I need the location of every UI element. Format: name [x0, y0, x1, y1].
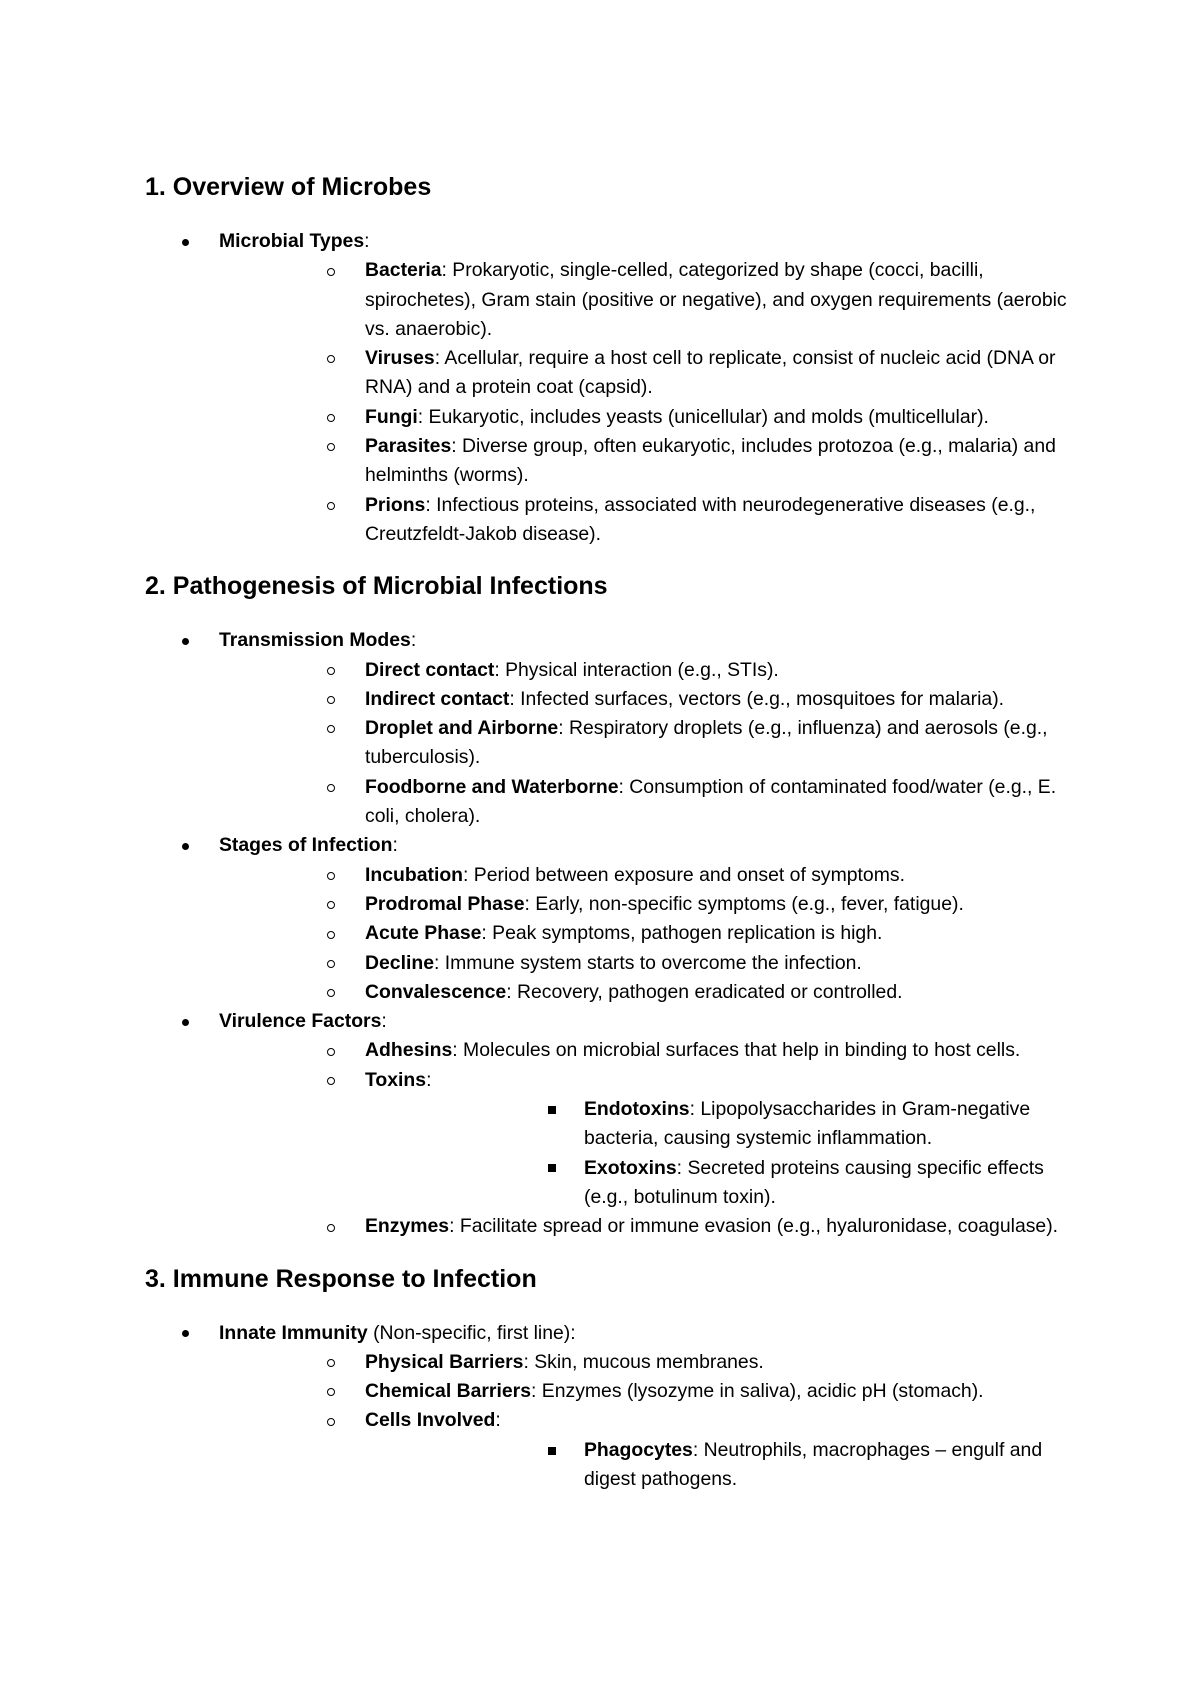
bullet-list [145, 227, 1075, 549]
section-heading: 2. Pathogenesis of Microbial Infections [145, 572, 608, 601]
item-text: : [426, 1068, 432, 1091]
item-term: Microbial Types [219, 230, 365, 252]
bullet-circle-icon [327, 978, 335, 1007]
item-text: : Respiratory droplets (e.g., influenza) and aerosols (e.g., tuberculosis). [365, 717, 1048, 769]
list-item [219, 978, 1075, 1007]
bullet-dot-icon [182, 831, 189, 860]
item-term: Parasites [365, 435, 452, 458]
bullet-circle-icon [327, 344, 335, 373]
list-item [219, 256, 1075, 344]
item-term: Direct contact [365, 658, 495, 681]
bullet-dot-icon [182, 626, 189, 655]
bullet-circle-icon [327, 1066, 335, 1095]
bullet-list [145, 626, 1075, 1241]
bullet-circle-icon [327, 714, 335, 743]
item-text: : [381, 1010, 387, 1033]
bullet-dot-icon [182, 1319, 189, 1348]
item-text: : Facilitate spread or immune evasion (e.g., hyaluronidase, coagulase). [449, 1215, 1059, 1238]
list-item [219, 949, 1075, 978]
list-item [219, 773, 1075, 832]
list-item [219, 1212, 1075, 1241]
section-overview-of-microbes [145, 172, 1075, 549]
list-item [219, 1406, 1075, 1494]
section-pathogenesis [145, 571, 1075, 1241]
list-item [219, 714, 1075, 773]
item-term: Stages of Infection [219, 834, 393, 857]
item-text: (Non-specific, first line): [367, 1321, 576, 1344]
list-item [219, 1377, 1075, 1406]
item-text: : Immune system starts to overcome the infection. [433, 951, 862, 974]
bullet-square-icon [548, 1154, 556, 1183]
bullet-circle-icon [327, 432, 335, 461]
sub-sub-list [365, 1095, 1075, 1212]
bullet-circle-icon [327, 1348, 335, 1377]
item-text: : Secreted proteins causing specific effects (e.g., botulinum toxin). [584, 1156, 1044, 1208]
list-item [145, 626, 1075, 831]
item-term: Decline [365, 951, 434, 974]
sub-list [219, 256, 1075, 549]
sub-list [219, 861, 1075, 1007]
bullet-circle-icon [327, 1036, 335, 1065]
section-immune-response [145, 1264, 1075, 1495]
item-term: Cells Involved [365, 1409, 496, 1432]
item-term: Endotoxins [584, 1098, 690, 1121]
item-text: : Eukaryotic, includes yeasts (unicellular) and molds (multicellular). [417, 405, 989, 428]
list-item [219, 403, 1075, 432]
bullet-square-icon [548, 1095, 556, 1124]
list-item [145, 227, 1075, 549]
list-item [219, 491, 1075, 550]
list-item [219, 861, 1075, 890]
item-term: Phagocytes [584, 1438, 693, 1461]
bullet-circle-icon [327, 1406, 335, 1435]
item-text: : Period between exposure and onset of symptoms. [463, 863, 905, 886]
item-text: : Enzymes (lysozyme in saliva), acidic pH (stomach). [531, 1380, 984, 1403]
item-term: Innate Immunity [219, 1321, 368, 1344]
list-item [219, 656, 1075, 685]
bullet-dot-icon [182, 1007, 189, 1036]
bullet-dot-icon [182, 227, 189, 256]
item-text: : [410, 629, 417, 652]
item-text: : Lipopolysaccharides in Gram-negative bacteria, causing systemic inflammation. [584, 1098, 1031, 1150]
item-term: Foodborne and Waterborne [365, 775, 619, 798]
list-item [145, 831, 1075, 1007]
sub-list [219, 656, 1075, 832]
item-term: Fungi [365, 405, 418, 428]
list-item [219, 1348, 1075, 1377]
sub-sub-list [365, 1436, 1075, 1495]
bullet-circle-icon [327, 861, 335, 890]
list-item [145, 1319, 1075, 1495]
list-item [365, 1095, 1075, 1154]
sub-list [219, 1348, 1075, 1494]
item-term: Adhesins [365, 1039, 453, 1062]
bullet-circle-icon [327, 1377, 335, 1406]
bullet-circle-icon [327, 256, 335, 285]
bullet-circle-icon [327, 773, 335, 802]
item-term: Transmission Modes [219, 629, 411, 652]
item-text: : Acellular, require a host cell to replicate, consist of nucleic acid (DNA or RNA) and a protein coat (capsid). [365, 347, 1056, 399]
item-term: Toxins [365, 1068, 427, 1091]
list-item [219, 344, 1075, 403]
item-text: : Prokaryotic, single-celled, categorized by shape (cocci, bacilli, spirochetes), Gram stain (positive or negative), and oxygen requirements (aerobic vs. anaerobic). [365, 259, 1067, 340]
item-term: Physical Barriers [365, 1350, 524, 1373]
bullet-circle-icon [327, 890, 335, 919]
item-term: Bacteria [365, 259, 442, 282]
item-text: : [495, 1409, 501, 1432]
item-text: : Recovery, pathogen eradicated or controlled. [506, 980, 903, 1003]
item-term: Viruses [365, 347, 435, 370]
item-term: Enzymes [365, 1215, 450, 1238]
section-heading: 1. Overview of Microbes [145, 173, 432, 201]
item-text: : Early, non-specific symptoms (e.g., fever, fatigue). [524, 892, 964, 915]
bullet-circle-icon [327, 919, 335, 948]
item-text: : Infectious proteins, associated with neurodegenerative diseases (e.g., Creutzfeldt-Jakob disease). [365, 493, 1036, 545]
bullet-circle-icon [327, 491, 335, 520]
list-item [219, 890, 1075, 919]
list-item [219, 1066, 1075, 1212]
bullet-circle-icon [327, 685, 335, 714]
item-term: Droplet and Airborne [365, 717, 559, 740]
bullet-list [145, 1319, 1075, 1495]
list-item [145, 1007, 1075, 1241]
item-text: : Consumption of contaminated food/water (e.g., E. coli, cholera). [365, 775, 1057, 828]
bullet-circle-icon [327, 403, 335, 432]
item-term: Prodromal Phase [365, 892, 525, 915]
list-item [219, 432, 1075, 491]
list-item [219, 919, 1075, 948]
item-term: Prions [365, 493, 426, 516]
bullet-circle-icon [327, 949, 335, 978]
item-text: : Skin, mucous membranes. [523, 1350, 764, 1373]
list-item [365, 1436, 1075, 1495]
item-term: Acute Phase [365, 922, 482, 945]
item-term: Chemical Barriers [365, 1380, 531, 1403]
sub-list [219, 1036, 1075, 1241]
bullet-square-icon [548, 1436, 556, 1465]
item-text: : Infected surfaces, vectors (e.g., mosquitoes for malaria). [509, 687, 1005, 710]
list-item [219, 685, 1075, 714]
section-heading: 3. Immune Response to Infection [145, 1264, 537, 1293]
bullet-circle-icon [327, 1212, 335, 1241]
item-text: : Neutrophils, macrophages – engulf and digest pathogens. [584, 1438, 1043, 1490]
item-text: : [392, 834, 398, 857]
bullet-circle-icon [327, 656, 335, 685]
item-term: Exotoxins [584, 1156, 677, 1179]
item-text: : Molecules on microbial surfaces that help in binding to host cells. [452, 1039, 1021, 1062]
list-item [219, 1036, 1075, 1065]
item-text: : Physical interaction (e.g., STIs). [494, 658, 779, 681]
list-item [365, 1154, 1075, 1213]
item-term: Convalescence [365, 980, 507, 1003]
item-term: Virulence Factors [219, 1010, 382, 1033]
document-page [145, 172, 1075, 1494]
item-text: : Peak symptoms, pathogen replication is high. [481, 922, 883, 945]
item-term: Indirect contact [365, 687, 510, 710]
item-term: Incubation [365, 863, 464, 886]
item-text: : [364, 230, 370, 252]
item-text: : Diverse group, often eukaryotic, includes protozoa (e.g., malaria) and helminths (worms). [365, 435, 1056, 487]
